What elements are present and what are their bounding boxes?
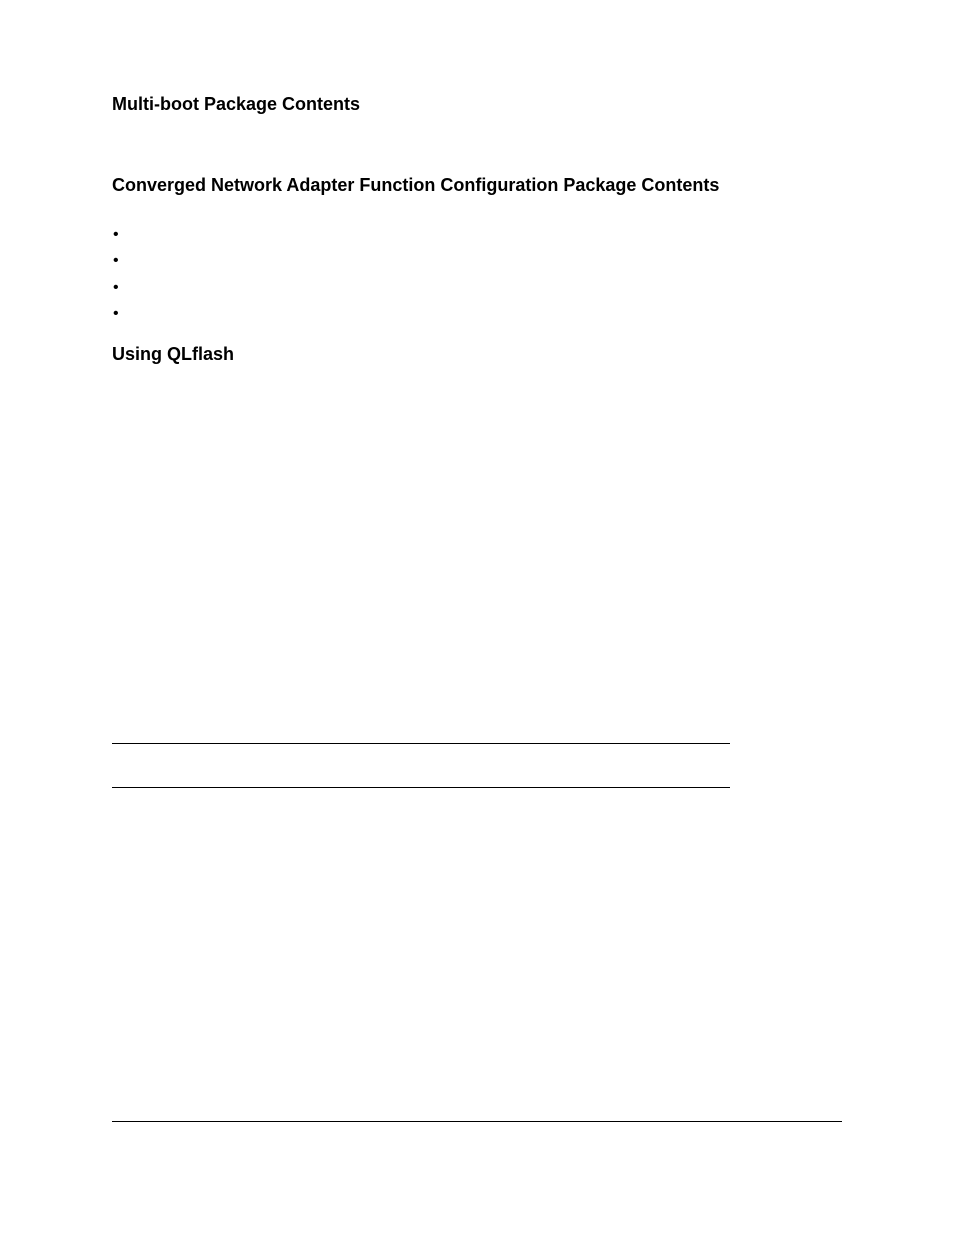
bullet-marker: • (113, 226, 119, 243)
note-bottom-divider (112, 787, 730, 788)
bullet-marker: • (113, 305, 119, 322)
section-heading-multiboot-package-contents: Multi-boot Package Contents (112, 94, 361, 114)
bullet-marker: • (113, 252, 119, 269)
bullet-marker: • (113, 279, 119, 296)
section-heading-using-qlflash: Using QLflash (112, 344, 235, 364)
section-heading-converged-network-adapter-package-contents: Converged Network Adapter Function Configuration Package Contents (112, 175, 720, 195)
note-top-divider (112, 743, 730, 744)
footer-divider (112, 1121, 842, 1122)
